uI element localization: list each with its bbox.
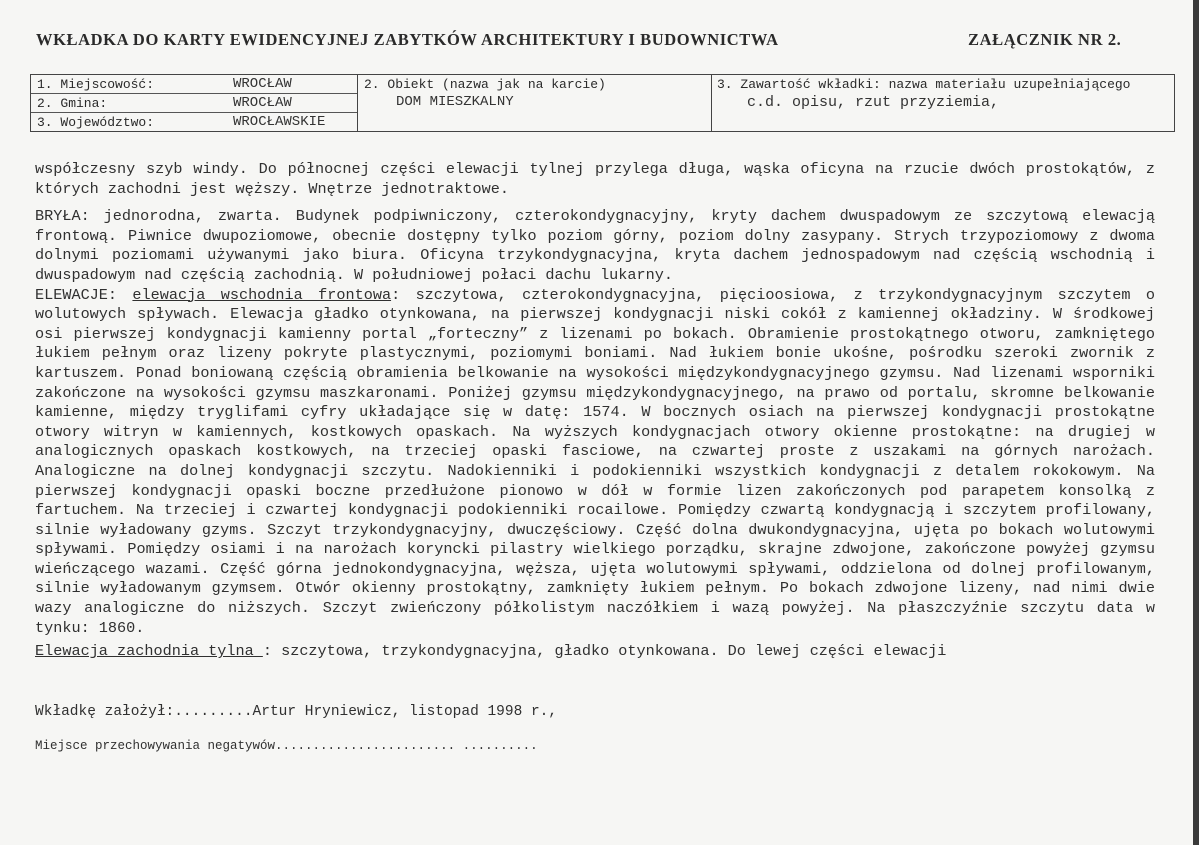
- east-elevation-text: : szczytowa, czterokondygnacyjna, pięcioosiowa, z trzykondygnacyjnym szczytem o wolutowych spływach. Elewacja gładko otynkowana, na pierwszej kondygnacji niski cokół z kamiennej okładziny. W środkowej osi pierwszej kondygnacji kamienny portal „forteczny” z lizenami po bokach. Obramienie prostokątnego otworu, zamkniętego łukiem pełnym oraz lizeny pokryte plastycznymi, poziomymi boniami. Nad łukiem bonie ukośne, pośrodku szeroki zwornik z kartuszem. Ponad boniowaną częścią obramienia belkowanie na wysokości międzykondygnacyjnego gzymsu. Nad lizenami wsporniki zakończone na wysokości gzymsu maszkaronami. Poniżej gzymsu międzykondygnacyjnego, na prawo od portalu, skromne belkowanie kamienne, między tryglifami cyfry układające się w datę: 1574. W bocznych osiach na pierwszej kondygnacji prostokątne otwory witryn w kamiennych, kostkowych opaskach. Na wyższych kondygnacjach otwory okienne prostokątne: na drugiej w analogicznych opaskach kostkowych, na trzeciej opaski fasciowe, na czwartej proste z uszakami na górnych narożach. Analogiczne na dolnej kondygnacji szczytu. Nadokienniki i podokienniki wszystkich kondygnacji z detalem rokokowym. Na pierwszej kondygnacji opaski boczne przedłużone pionowo w dół w formie lizen zakończonych pod parapetem konsolką z fartuchem. Na trzeciej i czwartej kondygnacji podokienniki rocailowe. Pomiędzy czwartą kondygnacją i szczytem profilowany, silnie wyładowany gzyms. Szczyt trzykondygnacyjny, dwuczęściowy. Część dolna dwukondygnacyjna, ujęta po bokach wolutowymi spływami. Pomiędzy osiami i na narożach koryncki pilastry wielkiego porządku, skrajne zdwojone, zakończone powyżej gzymsu wieńczącego wazami. Część górna jednokondygnacyjna, węższa, ujęta wolutowymi spływami, oddzielona od dolnej profilowanym, silnie wyładowanym gzymsem. Otwór okienny prostokątny, zamknięty łukiem pełnym. Po bokach zdwojone lizeny, nad nimi dwie wazy analogiczne do niższych. Szczyt zwieńczony półkolistym naczółkiem i wazą powyżej. Na płaszczyźnie szczytu data w tynku: 1860.: [35, 285, 1156, 637]
- paragraph-bryla: BRYŁA: jednorodna, zwarta. Budynek podpiwniczony, czterokondygnacyjny, kryty dachem dwuspadowym ze szczytową elewacją frontową. Piwnice dwupoziomowe, obecnie dostępny tylko poziom górny, poziom dolny zasypany. Strych trzypoziomowy z dwoma dolnymi poziomami używanymi jako biura. Oficyna trzykondygnacyjna, kryta dachem jednospadowym nad częścią wschodnią i dwuspadowym nad częścią zachodnią. W południowej połaci dachu lukarny.: [35, 207, 1155, 284]
- info-table: [30, 74, 1175, 132]
- contents-label: 3. Zawartość wkładki: nazwa materiału uzupełniającego: [717, 77, 1131, 92]
- object-label: 2. Obiekt (nazwa jak na karcie): [364, 77, 606, 92]
- commune-value: WROCŁAW: [233, 95, 292, 111]
- location-value: WROCŁAW: [233, 76, 292, 92]
- location-label: 1. Miejscowość:: [37, 77, 155, 92]
- elevations-prefix: ELEWACJE:: [35, 285, 133, 304]
- negatives-line: Miejsce przechowywania negatywów........................ ..........: [35, 739, 538, 753]
- commune-label: 2. Gmina:: [37, 96, 108, 111]
- paragraph-elevations: [35, 286, 1155, 639]
- column-divider: [357, 75, 358, 131]
- author-line: Wkładkę założył:.........Artur Hryniewicz, listopad 1998 r.,: [35, 704, 558, 720]
- row-divider: [31, 112, 357, 113]
- paragraph-west-elevation: [35, 642, 1155, 662]
- scan-edge: [1193, 0, 1199, 845]
- voivodeship-label: 3. Województwo:: [37, 115, 155, 130]
- annex-number: ZAŁĄCZNIK NR 2.: [968, 30, 1122, 49]
- column-divider: [711, 75, 712, 131]
- voivodeship-value: WROCŁAWSKIE: [233, 114, 326, 130]
- west-elevation-heading: Elewacja zachodnia tylna: [35, 642, 263, 661]
- object-value: DOM MIESZKALNY: [396, 94, 514, 110]
- paragraph-intro: współczesny szyb windy. Do północnej części elewacji tylnej przylega długa, wąska oficyna na rzucie dwóch prostokątów, z których zachodni jest węższy. Wnętrze jednotraktowe.: [35, 160, 1155, 198]
- west-elevation-text: : szczytowa, trzykondygnacyjna, gładko otynkowana. Do lewej części elewacji: [262, 642, 947, 661]
- contents-value: c.d. opisu, rzut przyziemia,: [747, 94, 1000, 111]
- document-title: WKŁADKA DO KARTY EWIDENCYJNEJ ZABYTKÓW ARCHITEKTURY I BUDOWNICTWA: [36, 30, 779, 49]
- description-body: [35, 160, 1155, 662]
- east-elevation-heading: elewacja wschodnia frontowa: [132, 285, 392, 304]
- row-divider: [31, 93, 357, 94]
